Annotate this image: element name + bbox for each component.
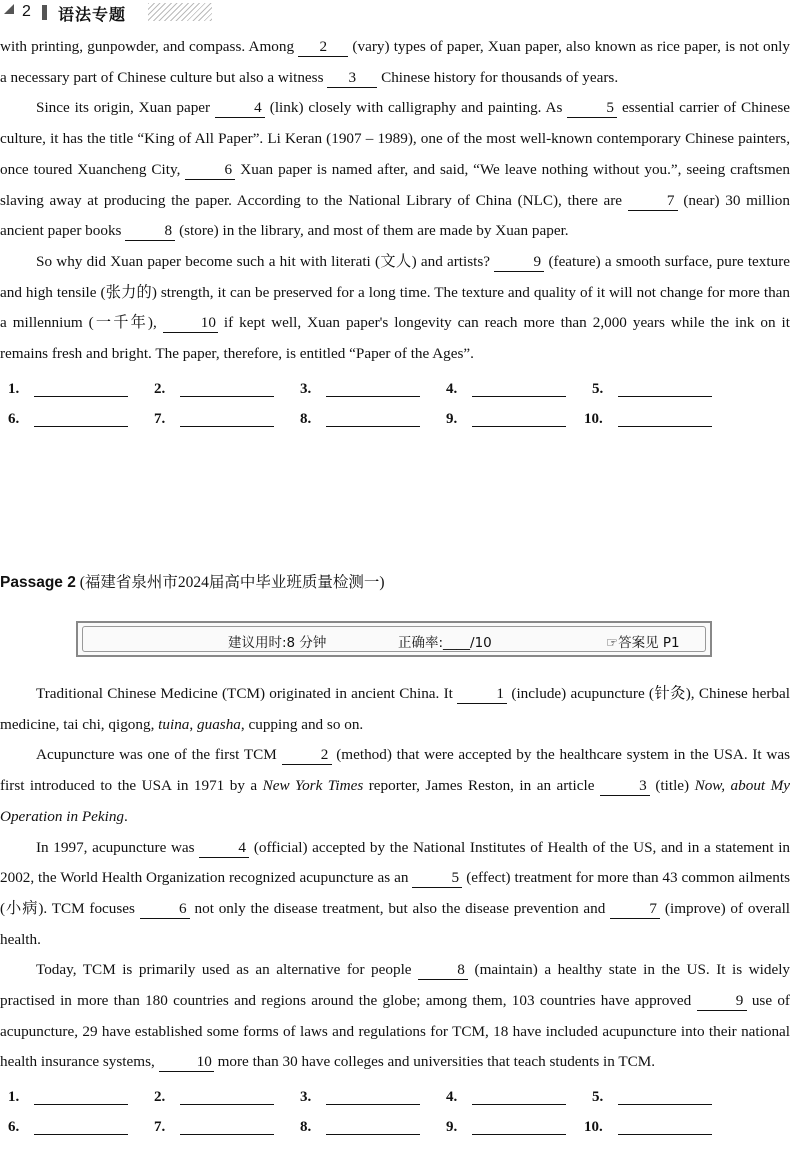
- page-header: [0, 0, 790, 26]
- answer-line[interactable]: [472, 426, 566, 427]
- answer-line[interactable]: [618, 1134, 712, 1135]
- answer-line[interactable]: [618, 396, 712, 397]
- answer-item[interactable]: 10.: [584, 404, 616, 434]
- passage2-paragraph3: In 1997, acupuncture was 4 (official) accepted by the National Institutes of Health of the US, and in a statement in 2002, the World Health Organization recognized acupuncture as an 5 (effect) treatment for more than 43 common ailments (小病). TCM focuses 6 not only the disease treatment, but also the disease prevention and 7 (improve) of overall health.: [0, 838, 790, 948]
- blank-9[interactable]: 9: [697, 992, 747, 1011]
- answer-item[interactable]: 1.: [8, 1082, 32, 1112]
- answer-line[interactable]: [618, 426, 712, 427]
- passage1-paragraph1: with printing, gunpowder, and compass. Among 2 (vary) types of paper, Xuan paper, also known as rice paper, is not only a necessary part of Chinese culture but also a witness 3 Chinese history for thousands of years.: [0, 38, 790, 86]
- answer-item[interactable]: 5.: [592, 374, 616, 404]
- blank-6[interactable]: 6: [140, 900, 190, 919]
- answer-line[interactable]: [34, 1134, 128, 1135]
- answer-item[interactable]: 7.: [154, 1112, 178, 1142]
- answer-item[interactable]: 6.: [8, 404, 32, 434]
- passage2-source: (福建省泉州市2024届高中毕业班质量检测一): [75, 574, 385, 591]
- answer-line[interactable]: [618, 1104, 712, 1105]
- answer-line[interactable]: [472, 1104, 566, 1105]
- answer-row: [0, 1112, 790, 1142]
- answer-item[interactable]: 4.: [446, 374, 470, 404]
- answer-item[interactable]: 3.: [300, 1082, 324, 1112]
- answer-row: [0, 404, 790, 434]
- info-box: [76, 621, 712, 657]
- answer-lines-1: [0, 374, 790, 434]
- section-title: 语法专题: [58, 5, 127, 24]
- answer-item[interactable]: 9.: [446, 404, 470, 434]
- answer-line[interactable]: [472, 396, 566, 397]
- answer-reference: ☞答案见 P1: [606, 635, 680, 651]
- answer-line[interactable]: [34, 1104, 128, 1105]
- blank-3[interactable]: 3: [600, 777, 650, 796]
- passage1-paragraph2: Since its origin, Xuan paper 4 (link) closely with calligraphy and painting. As 5 essential carrier of Chinese culture, it has the title “King of All Paper”. Li Keran (1907 – 1989), one of the most well-known contemporary Chinese painters, once toured Xuancheng City, 6 Xuan paper is named after, and said, “We leave nothing without you.”, seeing craftsmen slaving away at producing the paper. According to the National Library of China (NLC), there are 7 (near) 30 million ancient paper books 8 (store) in the library, and most of them are made by Xuan paper.: [0, 99, 790, 240]
- answer-item[interactable]: 4.: [446, 1082, 470, 1112]
- answer-line[interactable]: [472, 1134, 566, 1135]
- passage1: [0, 32, 790, 434]
- answer-row: [0, 374, 790, 404]
- blank-7[interactable]: 7: [610, 900, 660, 919]
- page-number: 2: [22, 3, 31, 20]
- blank-4[interactable]: 4: [215, 99, 265, 118]
- answer-line[interactable]: [34, 426, 128, 427]
- blank-3[interactable]: 3: [327, 69, 377, 88]
- answer-item[interactable]: 8.: [300, 404, 324, 434]
- blank-6[interactable]: 6: [185, 161, 235, 180]
- passage2: [0, 679, 790, 1142]
- blank-2[interactable]: 2: [298, 38, 348, 57]
- answer-item[interactable]: 5.: [592, 1082, 616, 1112]
- answer-line[interactable]: [34, 396, 128, 397]
- header-bar-decoration: [42, 5, 47, 20]
- passage2-paragraph2: Acupuncture was one of the first TCM 2 (method) that were accepted by the healthcare system in the USA. It was first introduced to the USA in 1971 by a New York Times reporter, James Reston, in an article 3 (title) Now, about My Operation in Peking.: [0, 746, 790, 825]
- blank-5[interactable]: 5: [567, 99, 617, 118]
- blank-8[interactable]: 8: [125, 222, 175, 241]
- passage1-paragraph3: So why did Xuan paper become such a hit with literati (文人) and artists? 9 (feature) a smooth surface, pure texture and high tensile (张力的) strength, it can be preserved for a long time. The texture and quality of it will not change for more than a millennium (一千年), 10 if kept well, Xuan paper's longevity can reach more than 2,000 years while the ink on it remains fresh and bright. The paper, therefore, is entitled “Paper of the Ages”.: [0, 252, 790, 363]
- suggested-time: 建议用时:8 分钟: [228, 635, 327, 651]
- accuracy-rate: 正确率:____/10: [398, 635, 492, 651]
- blank-4[interactable]: 4: [199, 839, 249, 858]
- answer-item[interactable]: 6.: [8, 1112, 32, 1142]
- passage2-paragraph1: Traditional Chinese Medicine (TCM) originated in ancient China. It 1 (include) acupuncture (针灸), Chinese herbal medicine, tai chi, qigong, tuina, guasha, cupping and so on.: [0, 685, 790, 733]
- answer-item[interactable]: 1.: [8, 374, 32, 404]
- answer-line[interactable]: [180, 396, 274, 397]
- answer-item[interactable]: 10.: [584, 1112, 616, 1142]
- answer-line[interactable]: [180, 1104, 274, 1105]
- answer-line[interactable]: [326, 1104, 420, 1105]
- answer-line[interactable]: [326, 1134, 420, 1135]
- corner-triangle-icon: [4, 4, 14, 14]
- answer-lines-2: [0, 1082, 790, 1142]
- answer-item[interactable]: 2.: [154, 374, 178, 404]
- blank-7[interactable]: 7: [628, 192, 678, 211]
- answer-line[interactable]: [326, 396, 420, 397]
- answer-item[interactable]: 3.: [300, 374, 324, 404]
- passage2-paragraph4: Today, TCM is primarily used as an alternative for people 8 (maintain) a healthy state in the US. It is widely practised in more than 180 countries and regions around the globe; among them, 103 countries have approved 9 use of acupuncture, 29 have established some forms of laws and regulations for TCM, 18 have included acupuncture into their national health insurance systems, 10 more than 30 have colleges and universities that teach students in TCM.: [0, 961, 790, 1071]
- hatch-decoration: [148, 3, 212, 21]
- answer-line[interactable]: [180, 426, 274, 427]
- answer-item[interactable]: 2.: [154, 1082, 178, 1112]
- blank-1[interactable]: 1: [457, 685, 507, 704]
- answer-row: [0, 1082, 790, 1112]
- blank-10[interactable]: 10: [159, 1053, 214, 1072]
- blank-5[interactable]: 5: [412, 869, 462, 888]
- blank-9[interactable]: 9: [494, 253, 544, 272]
- answer-item[interactable]: 9.: [446, 1112, 470, 1142]
- passage2-heading: Passage 2 (福建省泉州市2024届高中毕业班质量检测一): [0, 574, 385, 591]
- blank-10[interactable]: 10: [163, 314, 218, 333]
- blank-8[interactable]: 8: [418, 961, 468, 980]
- answer-item[interactable]: 7.: [154, 404, 178, 434]
- blank-2[interactable]: 2: [282, 746, 332, 765]
- answer-item[interactable]: 8.: [300, 1112, 324, 1142]
- answer-line[interactable]: [180, 1134, 274, 1135]
- answer-line[interactable]: [326, 426, 420, 427]
